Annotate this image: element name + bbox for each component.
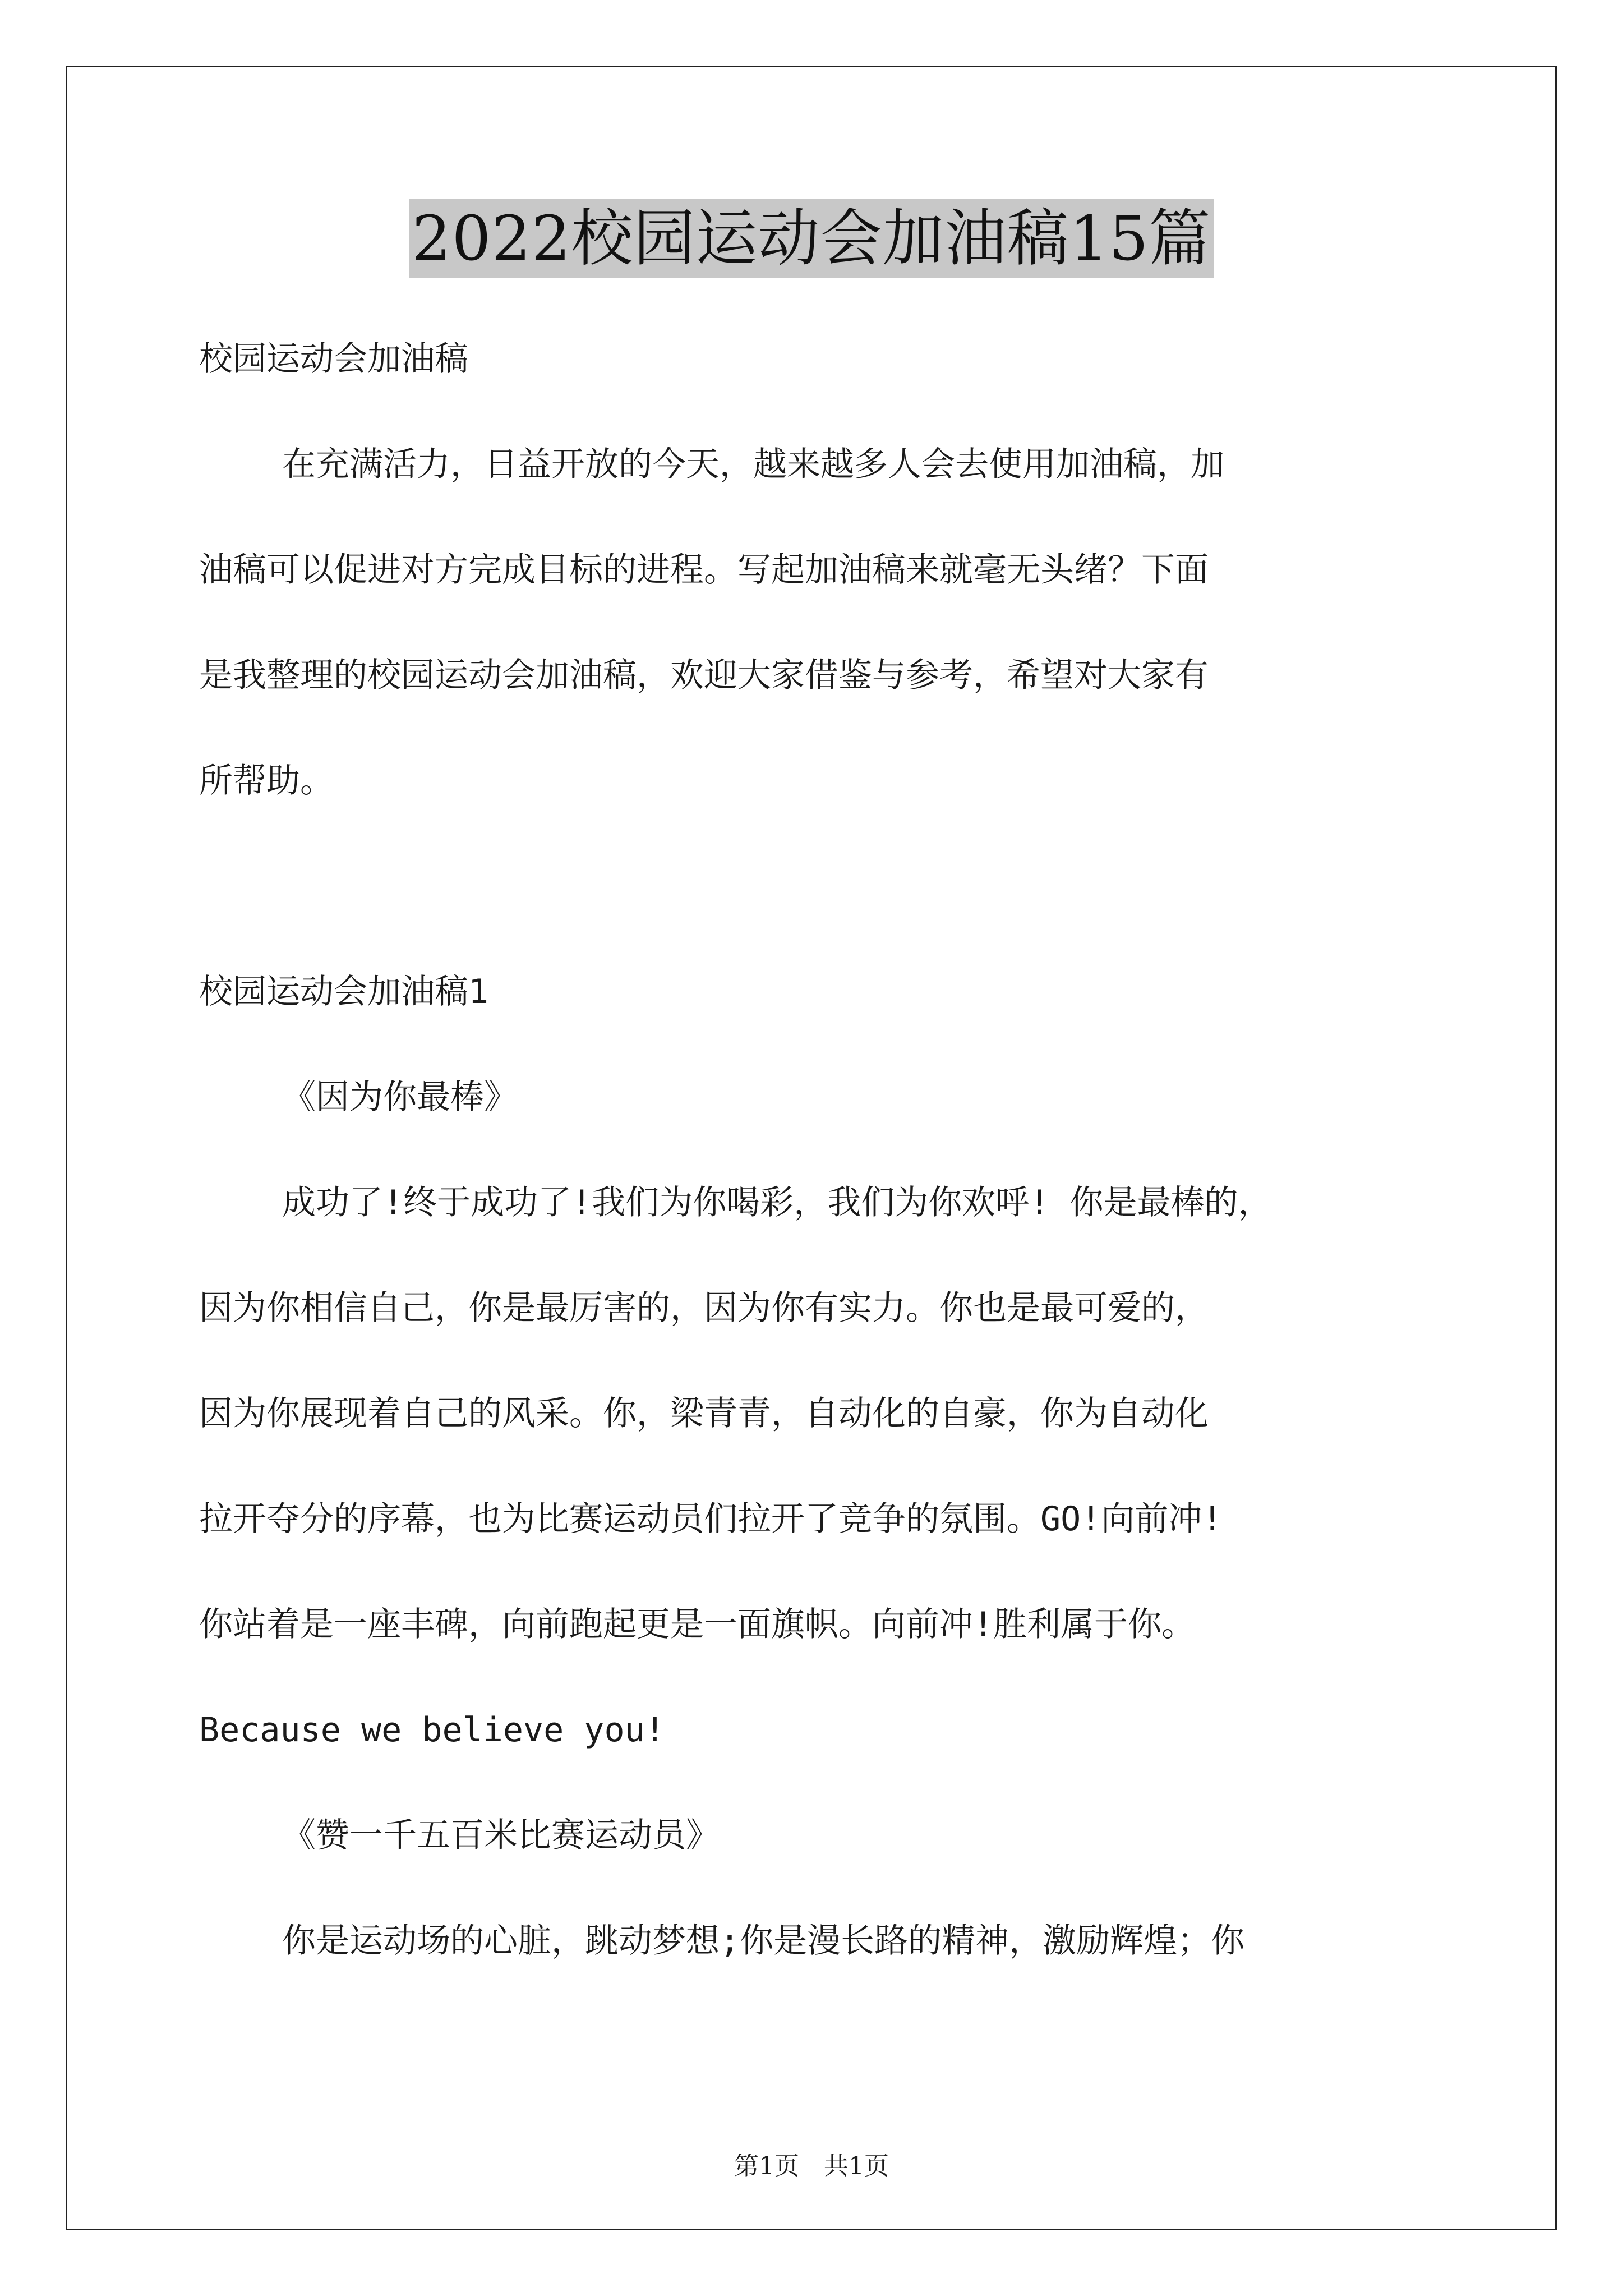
body-paragraph-line: 成功了!终于成功了!我们为你喝彩，我们为你欢呼! 你是最棒的，	[282, 1183, 1272, 1222]
title-container	[0, 199, 1623, 278]
page-number: 第1页	[734, 2152, 799, 2180]
body-paragraph-line: 因为你展现着自己的风采。你，梁青青，自动化的自豪，你为自动化	[199, 1394, 1209, 1433]
poem-title: 《赞一千五百米比赛运动员》	[282, 1816, 720, 1855]
intro-paragraph-line: 所帮助。	[199, 761, 334, 800]
section-heading: 校园运动会加油稿	[199, 339, 468, 379]
paragraph-gap	[199, 858, 1433, 964]
intro-paragraph-line: 是我整理的校园运动会加油稿，欢迎大家借鉴与参考，希望对大家有	[199, 656, 1209, 695]
page-total: 共1页	[824, 2152, 889, 2180]
document-body	[199, 331, 1433, 2018]
document-title: 2022校园运动会加油稿15篇	[409, 199, 1215, 278]
intro-paragraph-line: 油稿可以促进对方完成目标的进程。写起加油稿来就毫无头绪？下面	[199, 550, 1209, 590]
body-paragraph-line: 拉开夺分的序幕，也为比赛运动员们拉开了竞争的氛围。GO!向前冲!	[199, 1499, 1223, 1539]
body-paragraph-line: 你是运动场的心脏，跳动梦想;你是漫长路的精神，激励辉煌；你	[282, 1921, 1245, 1961]
section-heading: 校园运动会加油稿1	[199, 972, 489, 1011]
intro-paragraph-line: 在充满活力，日益开放的今天，越来越多人会去使用加油稿，加	[282, 445, 1224, 484]
body-paragraph-line: 因为你相信自己，你是最厉害的，因为你有实力。你也是最可爱的，	[199, 1289, 1209, 1328]
body-paragraph-line: Because we believe you!	[199, 1710, 665, 1750]
body-paragraph-line: 你站着是一座丰碑，向前跑起更是一面旗帜。向前冲!胜利属于你。	[199, 1605, 1196, 1644]
page-footer	[0, 2146, 1623, 2182]
poem-title: 《因为你最棒》	[282, 1078, 518, 1117]
